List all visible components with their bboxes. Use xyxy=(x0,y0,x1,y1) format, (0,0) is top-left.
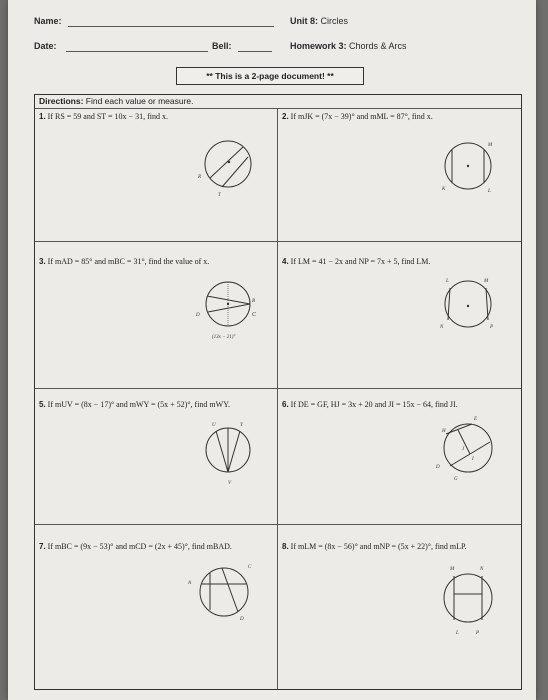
label-a7: A xyxy=(188,581,192,586)
label-c7: C xyxy=(248,565,252,570)
figure-6-circle-chords xyxy=(428,408,508,488)
label-n8: N xyxy=(480,567,484,572)
label-t: T xyxy=(218,193,221,198)
bell-blank xyxy=(238,51,272,52)
label-k: K xyxy=(442,187,446,192)
problem-4: 4. If LM = 41 − 2x and NP = 7x + 5, find LM. xyxy=(282,257,431,266)
problem-5: 5. If mUV = (8x − 17)° and mWY = (5x + 52)°, find mWY. xyxy=(39,400,230,409)
two-page-note: ** This is a 2-page document! ** xyxy=(176,67,364,85)
label-e6: E xyxy=(474,417,478,422)
problem-8: 8. If mLM = (8x − 56)° and mNP = (5x + 22)°, find mLP. xyxy=(282,542,467,551)
label-l8: L xyxy=(456,631,459,636)
problem-2: 2. If mJK = (7x − 39)° and mML = 87°, find x. xyxy=(282,112,433,121)
figure-5-circle-chords xyxy=(188,412,268,492)
directions-label: Directions: xyxy=(39,96,84,106)
label-b: B xyxy=(252,299,256,304)
directions-row xyxy=(35,95,521,109)
label-n4: N xyxy=(440,325,444,330)
label-v: V xyxy=(228,481,232,486)
unit-title: Unit 8: Circles xyxy=(290,16,349,26)
label-u: U xyxy=(212,423,216,428)
bell-label: Bell: xyxy=(212,41,232,51)
label-i6: I xyxy=(472,457,474,462)
problem-7: 7. If mBC = (9x − 53)° and mCD = (2x + 45)°, find mBAD. xyxy=(39,542,232,551)
label-m: M xyxy=(488,143,493,148)
figure-3-circle-chords xyxy=(188,272,278,352)
problem-3: 3. If mAD = 85° and mBC = 31°, find the value of x. xyxy=(39,257,210,266)
homework-title: Homework 3: Chords & Arcs xyxy=(290,41,407,51)
label-m8: M xyxy=(450,567,455,572)
figure-2-circle-chords xyxy=(428,132,508,202)
name-blank xyxy=(68,26,274,27)
label-p8: P xyxy=(476,631,480,636)
name-label: Name: xyxy=(34,16,62,26)
label-r: R xyxy=(198,175,202,180)
label-y: Y xyxy=(240,423,243,428)
label-d7: D xyxy=(240,617,244,622)
figure-8-circle-chords xyxy=(428,556,508,646)
label-d6: D xyxy=(436,465,440,470)
problem-6: 6. If DE = GF, HJ = 3x + 20 and JI = 15x − 64, find JI. xyxy=(282,400,458,409)
label-j6: J xyxy=(462,447,465,452)
label-m4: M xyxy=(484,279,489,284)
figure-7-circle-chords xyxy=(180,556,270,636)
problem-1: 1. If RS = 59 and ST = 10x − 31, find x. xyxy=(39,112,168,121)
date-label: Date: xyxy=(34,41,57,51)
label-arc-expression: (13x − 21)° xyxy=(212,335,236,340)
label-g6: G xyxy=(454,477,458,482)
directions-text: Find each value or measure. xyxy=(85,96,194,106)
figure-4-circle-chords xyxy=(428,272,508,342)
label-l: L xyxy=(488,189,491,194)
figure-1-circle-chords xyxy=(188,132,268,202)
date-blank xyxy=(66,51,208,52)
label-d: D xyxy=(196,313,200,318)
label-l4: L xyxy=(446,279,449,284)
worksheet-page xyxy=(8,0,536,700)
label-p4: P xyxy=(490,325,494,330)
label-h6: H xyxy=(442,429,446,434)
label-c: C xyxy=(252,312,257,318)
